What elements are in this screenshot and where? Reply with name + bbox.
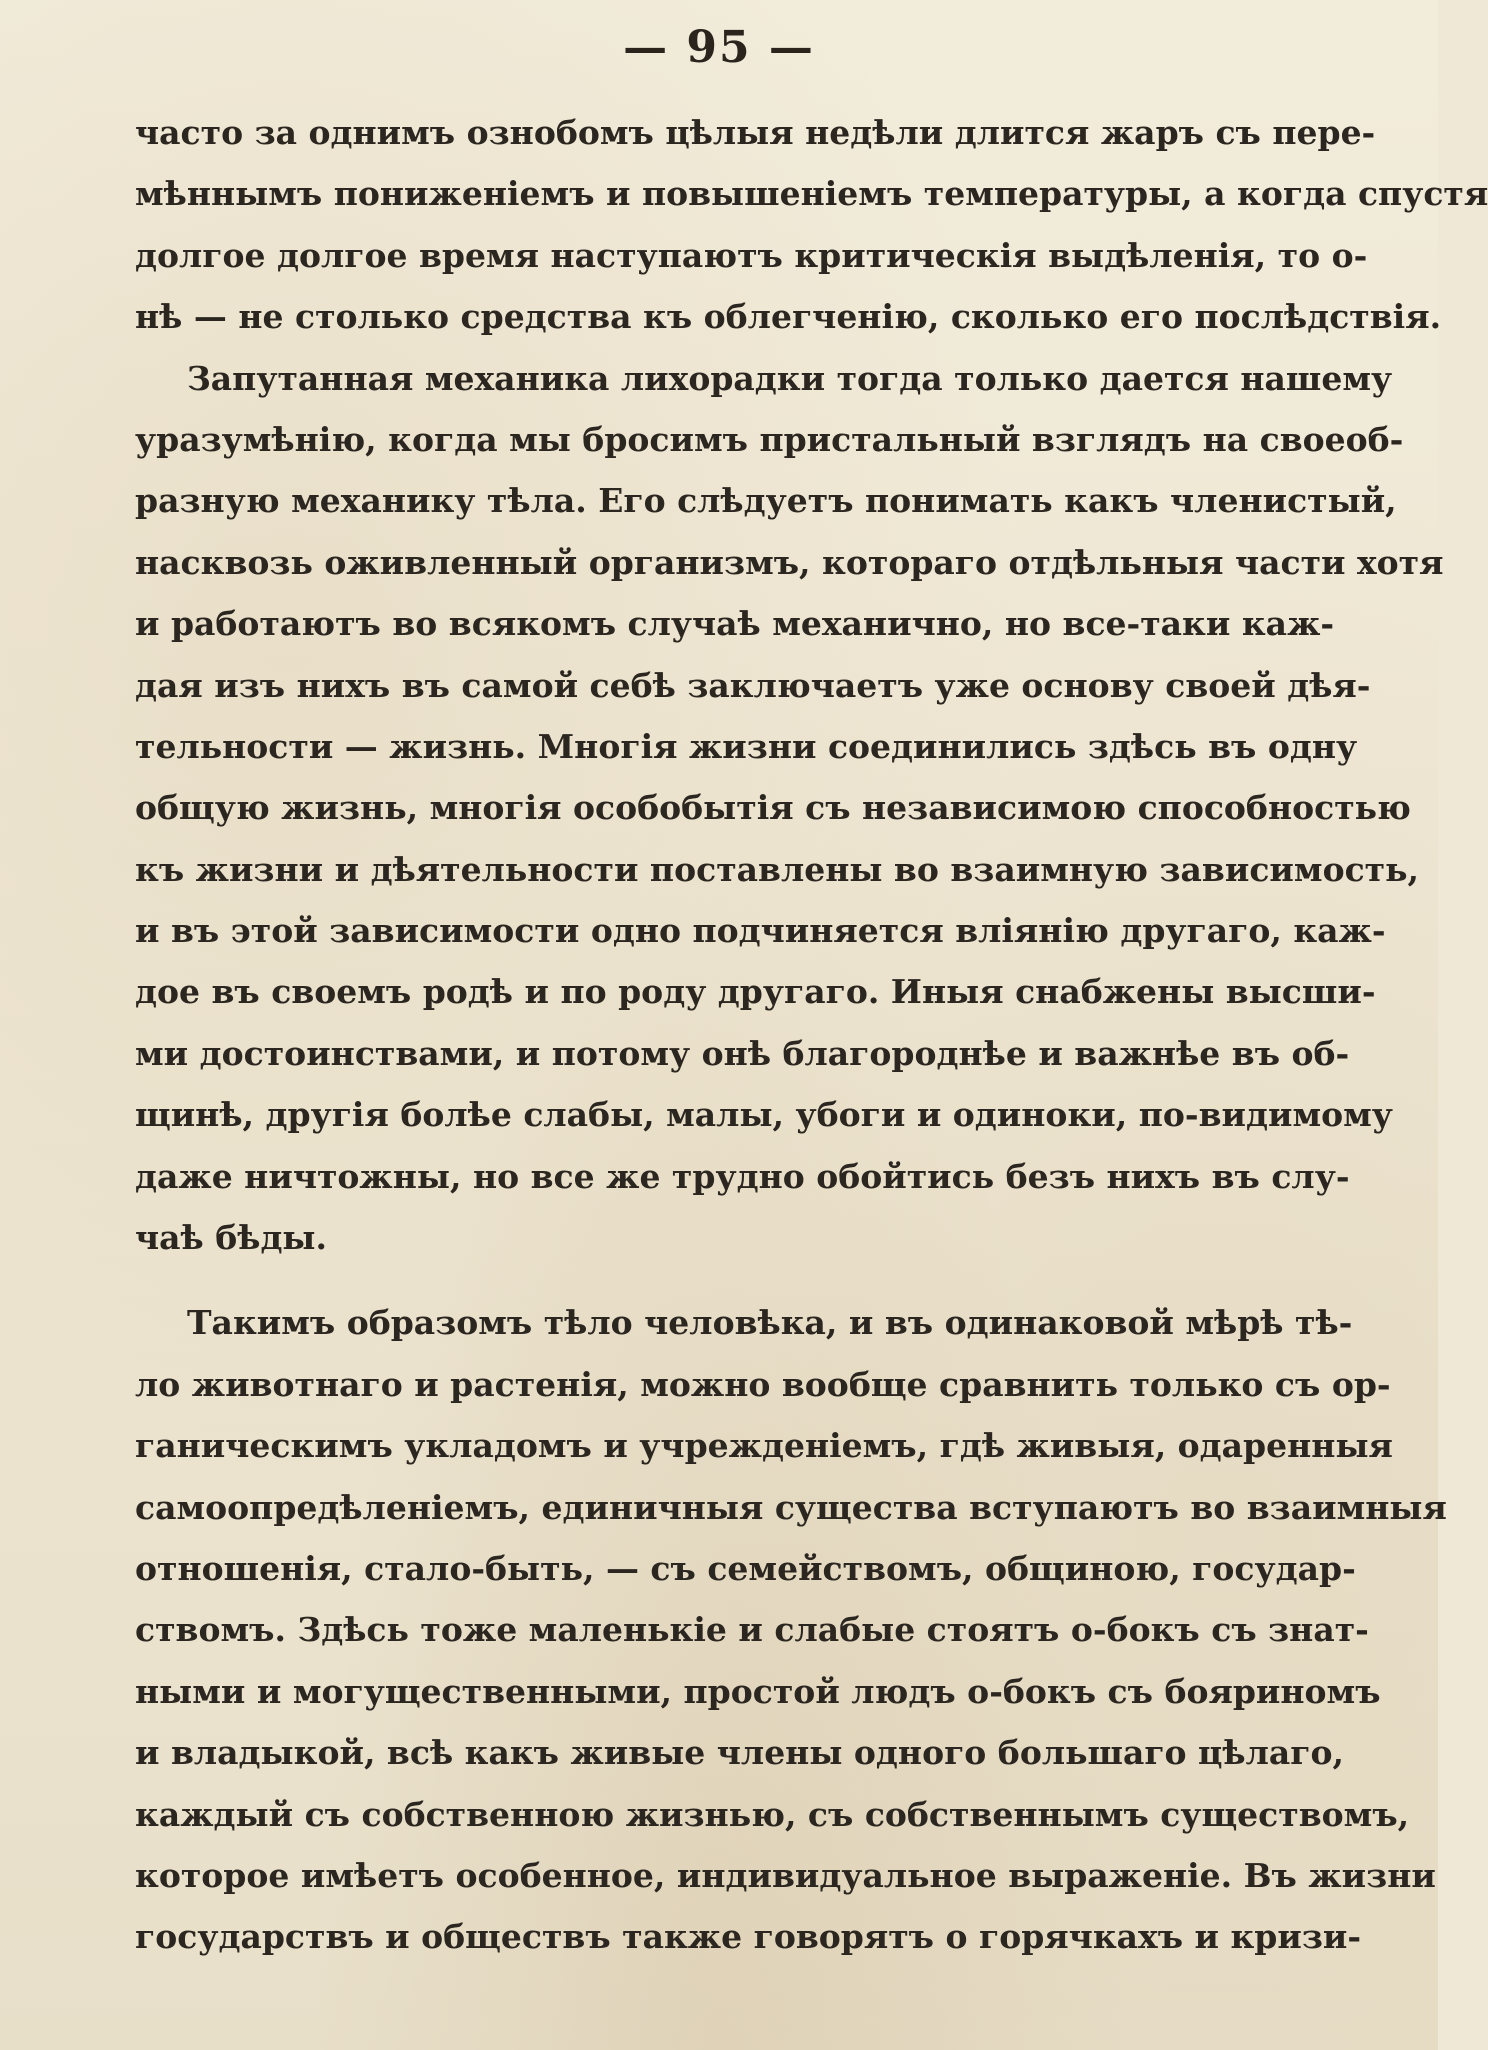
- text-line: ло животнаго и растенія, можно вообще сравнить только съ ор-: [135, 1364, 1391, 1404]
- text-line: отношенія, стало-быть, — съ семействомъ, общиною, государ-: [135, 1548, 1356, 1588]
- paragraph: [135, 348, 1444, 1269]
- text-line: которое имѣетъ особенное, индивидуальное выраженіе. Въ жизни: [135, 1855, 1436, 1895]
- text-line: общую жизнь, многія особобытія съ независимою способностью: [135, 788, 1411, 828]
- text-line: уразумѣнію, когда мы бросимъ пристальный взглядъ на своеоб-: [135, 419, 1404, 459]
- paragraph: [135, 102, 1488, 348]
- text-line: долгое долгое время наступаютъ критическія выдѣленія, то о-: [135, 235, 1368, 275]
- text-line: и въ этой зависимости одно подчиняется вліянію другаго, каж-: [135, 911, 1386, 951]
- text-line: дое въ своемъ родѣ и по роду другаго. Иныя снабжены высши-: [135, 972, 1376, 1012]
- text-line: ными и могущественными, простой людъ о-бокъ съ бояриномъ: [135, 1671, 1381, 1711]
- text-line: ствомъ. Здѣсь тоже маленькіе и слабые стоятъ о-бокъ съ знат-: [135, 1610, 1369, 1650]
- text-line: Запутанная механика лихорадки тогда только дается нашему: [187, 358, 1393, 398]
- text-line: щинѣ, другія болѣе слабы, малы, убоги и одиноки, по-видимому: [135, 1095, 1393, 1135]
- text-line: къ жизни и дѣятельности поставлены во взаимную зависимость,: [135, 849, 1420, 889]
- text-line: мѣннымъ пониженіемъ и повышеніемъ температуры, а когда спустя: [135, 174, 1488, 214]
- paragraph: [135, 1292, 1447, 1967]
- text-line: и владыкой, всѣ какъ живые члены одного большаго цѣлаго,: [135, 1733, 1345, 1773]
- text-line: тельности — жизнь. Многія жизни соединились здѣсь въ одну: [135, 726, 1358, 766]
- body-text: [135, 102, 1488, 1968]
- text-line: чаѣ бѣды.: [135, 1218, 328, 1258]
- text-line: и работаютъ во всякомъ случаѣ механично, но все-таки каж-: [135, 604, 1335, 644]
- text-line: нѣ — не столько средства къ облегченію, сколько его послѣдствія.: [135, 297, 1442, 337]
- text-line: даже ничтожны, но все же трудно обойтись безъ нихъ въ слу-: [135, 1156, 1350, 1196]
- text-line: насквозь оживленный организмъ, котораго отдѣльныя части хотя: [135, 542, 1444, 582]
- text-line: государствъ и обществъ также говорятъ о горячкахъ и кризи-: [135, 1917, 1362, 1957]
- text-line: часто за однимъ ознобомъ цѣлыя недѣли длится жаръ съ пере-: [135, 113, 1376, 152]
- paragraph-gap: [135, 1268, 1321, 1292]
- text-line: самоопредѣленіемъ, единичныя существа вступаютъ во взаимныя: [135, 1487, 1447, 1527]
- text-line: ми достоинствами, и потому онѣ благороднѣе и важнѣе въ об-: [135, 1033, 1350, 1073]
- page-number: — 95 —: [623, 22, 815, 73]
- text-line: разную механику тѣла. Его слѣдуетъ понимать какъ членистый,: [135, 481, 1397, 521]
- text-line: Такимъ образомъ тѣло человѣка, и въ одинаковой мѣрѣ тѣ-: [187, 1303, 1353, 1343]
- text-line: каждый съ собственною жизнью, съ собственнымъ существомъ,: [135, 1794, 1410, 1834]
- text-line: дая изъ нихъ въ самой себѣ заключаетъ уже основу своей дѣя-: [135, 665, 1371, 705]
- text-line: ганическимъ укладомъ и учрежденіемъ, гдѣ живыя, одаренныя: [135, 1426, 1393, 1466]
